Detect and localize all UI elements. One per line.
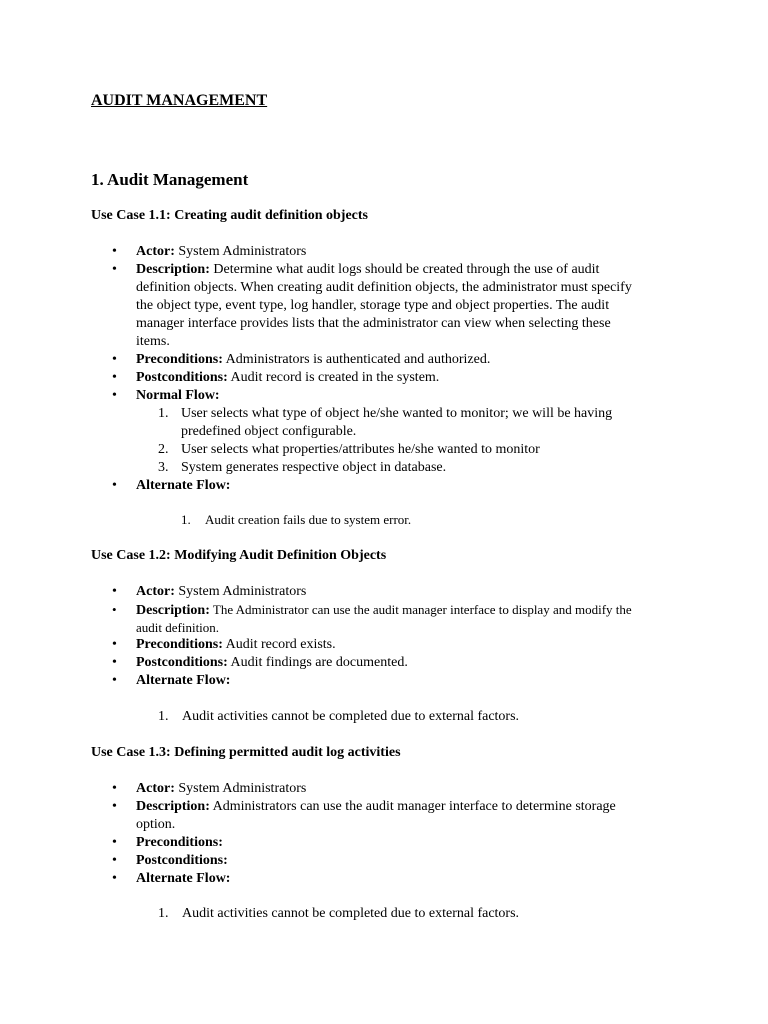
step-text: User selects what properties/attributes he/she wanted to monitor [181,442,540,457]
description-text: items. [136,334,170,349]
postconditions-item [91,852,691,870]
step-text: System generates respective object in database. [181,460,447,475]
postconditions-value: Audit findings are documented. [230,655,408,670]
actor-value: System Administrators [178,244,307,259]
normal-flow-item [91,387,691,477]
flow-step [91,441,691,459]
description-text: definition objects. When creating audit definition objects, the administrator must specify [136,280,632,295]
description-label: Description: [136,799,210,814]
description-item [91,798,691,834]
description-text: option. [136,817,176,832]
postconditions-label: Postconditions: [136,655,228,670]
use-case-1-3 [91,744,691,888]
alternate-flow-item [91,477,691,495]
actor-item [91,243,691,261]
step-number: 1. [181,512,191,527]
actor-value: System Administrators [178,584,307,599]
alternate-flow-step [181,511,411,529]
use-case-title: Use Case 1.2: Modifying Audit Definition Objects [91,548,387,563]
postconditions-item [91,654,691,672]
use-case-1-2 [91,547,691,690]
actor-value: System Administrators [178,781,307,796]
alternate-flow-label: Alternate Flow: [136,871,231,886]
use-case-title: Use Case 1.1: Creating audit definition objects [91,208,369,223]
section-heading: 1. Audit Management [91,170,249,189]
step-number: 1. [158,709,169,724]
preconditions-label: Preconditions: [136,637,223,652]
actor-label: Actor: [136,244,175,259]
step-number: 2. [158,442,169,457]
alternate-flow-label: Alternate Flow: [136,478,231,493]
alternate-flow-step [158,708,519,726]
preconditions-item [91,351,691,369]
description-text: audit definition. [136,620,220,635]
alternate-flow-label: Alternate Flow: [136,673,231,688]
use-case-title: Use Case 1.3: Defining permitted audit log activities [91,745,401,760]
description-text: The Administrator can use the audit manager interface to display and modify the [212,602,632,617]
alternate-flow-step [158,905,519,923]
use-case-attributes [91,583,691,690]
description-text: the object type, event type, log handler, storage type and object properties. The audit [136,298,610,313]
step-text: Audit activities cannot be completed due to external factors. [182,709,520,724]
step-text: Audit creation fails due to system error. [205,512,412,527]
description-text: Administrators can use the audit manager interface to determine storage [212,799,616,814]
description-item [91,261,691,351]
normal-flow-label: Normal Flow: [136,388,220,403]
actor-item [91,583,691,601]
step-text: predefined object configurable. [181,424,357,439]
description-text: Determine what audit logs should be created through the use of audit [213,262,600,277]
use-case-attributes [91,243,691,495]
alternate-flow-item [91,870,691,888]
step-number: 1. [158,906,169,921]
description-text: manager interface provides lists that the administrator can view when selecting these [136,316,611,331]
actor-label: Actor: [136,781,175,796]
postconditions-label: Postconditions: [136,853,228,868]
document-title: AUDIT MANAGEMENT [91,92,268,109]
actor-item [91,780,691,798]
normal-flow-steps [91,405,691,477]
description-label: Description: [136,262,210,277]
use-case-attributes [91,780,691,888]
step-number: 1. [158,406,169,421]
preconditions-label: Preconditions: [136,352,223,367]
postconditions-label: Postconditions: [136,370,228,385]
description-item [91,601,691,636]
description-label: Description: [136,603,210,618]
postconditions-value: Audit record is created in the system. [230,370,440,385]
alternate-flow-item [91,672,691,690]
preconditions-item [91,834,691,852]
flow-step [91,405,691,441]
actor-label: Actor: [136,584,175,599]
flow-step [91,459,691,477]
postconditions-item [91,369,691,387]
preconditions-value: Audit record exists. [225,637,336,652]
preconditions-item [91,636,691,654]
step-text: Audit activities cannot be completed due to external factors. [182,906,520,921]
preconditions-value: Administrators is authenticated and authorized. [225,352,491,367]
preconditions-label: Preconditions: [136,835,223,850]
use-case-1-1 [91,207,691,495]
step-number: 3. [158,460,169,475]
step-text: User selects what type of object he/she wanted to monitor; we will be having [181,406,613,421]
